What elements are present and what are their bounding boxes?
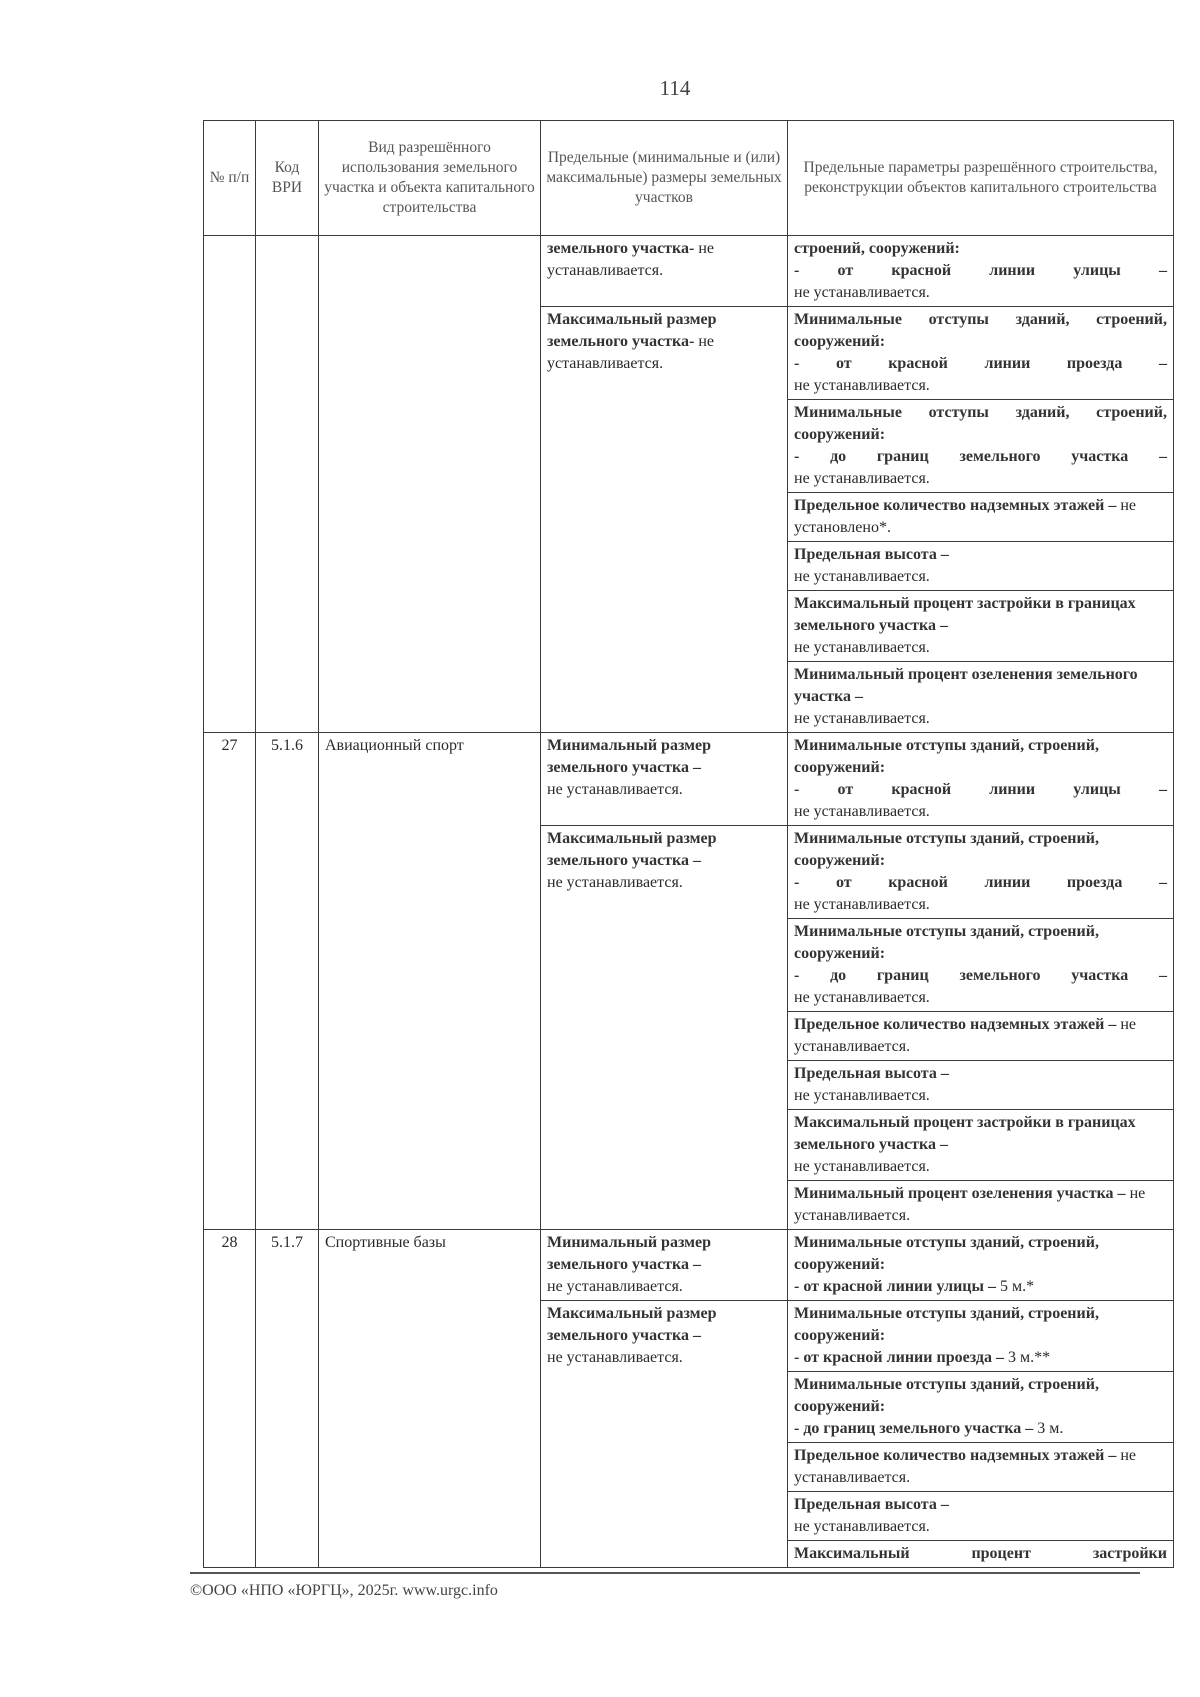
header-type: Вид разрешённого использования земельного участка и объекта капитального строительства	[319, 121, 541, 236]
cell-size-min: земельного участка- не устанавливается.	[541, 236, 788, 307]
cell-param-height: Предельная высота – не устанавливается.	[788, 1492, 1174, 1541]
regulations-table	[203, 120, 1174, 1568]
cell-size-max: Максимальный размер земельного участка – не устанавливается.	[541, 1301, 788, 1568]
cell-param-floors: Предельное количество надземных этажей – не устанавливается.	[788, 1012, 1174, 1061]
cell-type	[319, 236, 541, 733]
cell-param-red-line-driveway: Минимальные отступы зданий, строений, сооружений: - от красной линии проезда – не устанавливается.	[788, 307, 1174, 400]
cell-param-greenery: Минимальный процент озеленения участка – не устанавливается.	[788, 1181, 1174, 1230]
footer-divider	[190, 1572, 1140, 1574]
header-code: Код ВРИ	[256, 121, 319, 236]
cell-param-greenery: Минимальный процент озеленения земельного участка – не устанавливается.	[788, 662, 1174, 733]
cell-type: Спортивные базы	[319, 1230, 541, 1568]
cell-num: 27	[204, 733, 256, 1230]
cell-param-red-line-driveway: Минимальные отступы зданий, строений, сооружений: - от красной линии проезда – не устанавливается.	[788, 826, 1174, 919]
cell-param-floors: Предельное количество надземных этажей – не установлено*.	[788, 493, 1174, 542]
table-row	[204, 733, 1174, 826]
cell-num: 28	[204, 1230, 256, 1568]
cell-size-min: Минимальный размер земельного участка – не устанавливается.	[541, 733, 788, 826]
cell-code: 5.1.7	[256, 1230, 319, 1568]
footer-copyright: ©ООО «НПО «ЮРГЦ», 2025г. www.urgc.info	[190, 1582, 498, 1599]
cell-param-red-line-street: Минимальные отступы зданий, строений, сооружений: - от красной линии улицы – 5 м.*	[788, 1230, 1174, 1301]
table-header-row	[204, 121, 1174, 236]
cell-size-max: Максимальный размер земельного участка- не устанавливается.	[541, 307, 788, 733]
table-row	[204, 1230, 1174, 1301]
cell-param-plot-border: Минимальные отступы зданий, строений, сооружений: - до границ земельного участка – 3 м.	[788, 1372, 1174, 1443]
cell-param-floors: Предельное количество надземных этажей – не устанавливается.	[788, 1443, 1174, 1492]
cell-param-red-line-driveway: Минимальные отступы зданий, строений, сооружений: - от красной линии проезда – 3 м.**	[788, 1301, 1174, 1372]
cell-param-plot-border: Минимальные отступы зданий, строений, сооружений: - до границ земельного участка – не устанавливается.	[788, 400, 1174, 493]
cell-param-coverage: Максимальный процент застройки	[788, 1541, 1174, 1568]
cell-code	[256, 236, 319, 733]
cell-param-coverage: Максимальный процент застройки в границах земельного участка – не устанавливается.	[788, 1110, 1174, 1181]
header-num: № п/п	[204, 121, 256, 236]
cell-param-red-line-street: строений, сооружений: - от красной линии улицы – не устанавливается.	[788, 236, 1174, 307]
cell-param-plot-border: Минимальные отступы зданий, строений, сооружений: - до границ земельного участка – не устанавливается.	[788, 919, 1174, 1012]
header-params: Предельные параметры разрешённого строительства, реконструкции объектов капитального строительства	[788, 121, 1174, 236]
header-size: Предельные (минимальные и (или) максимальные) размеры земельных участков	[541, 121, 788, 236]
cell-num	[204, 236, 256, 733]
cell-param-height: Предельная высота – не устанавливается.	[788, 542, 1174, 591]
cell-type: Авиационный спорт	[319, 733, 541, 1230]
cell-param-height: Предельная высота – не устанавливается.	[788, 1061, 1174, 1110]
cell-code: 5.1.6	[256, 733, 319, 1230]
cell-param-coverage: Максимальный процент застройки в границах земельного участка – не устанавливается.	[788, 591, 1174, 662]
page-number: 114	[659, 76, 691, 100]
cell-size-max: Максимальный размер земельного участка – не устанавливается.	[541, 826, 788, 1230]
table-row	[204, 236, 1174, 307]
cell-size-min: Минимальный размер земельного участка – не устанавливается.	[541, 1230, 788, 1301]
cell-param-red-line-street: Минимальные отступы зданий, строений, сооружений: - от красной линии улицы – не устанавливается.	[788, 733, 1174, 826]
